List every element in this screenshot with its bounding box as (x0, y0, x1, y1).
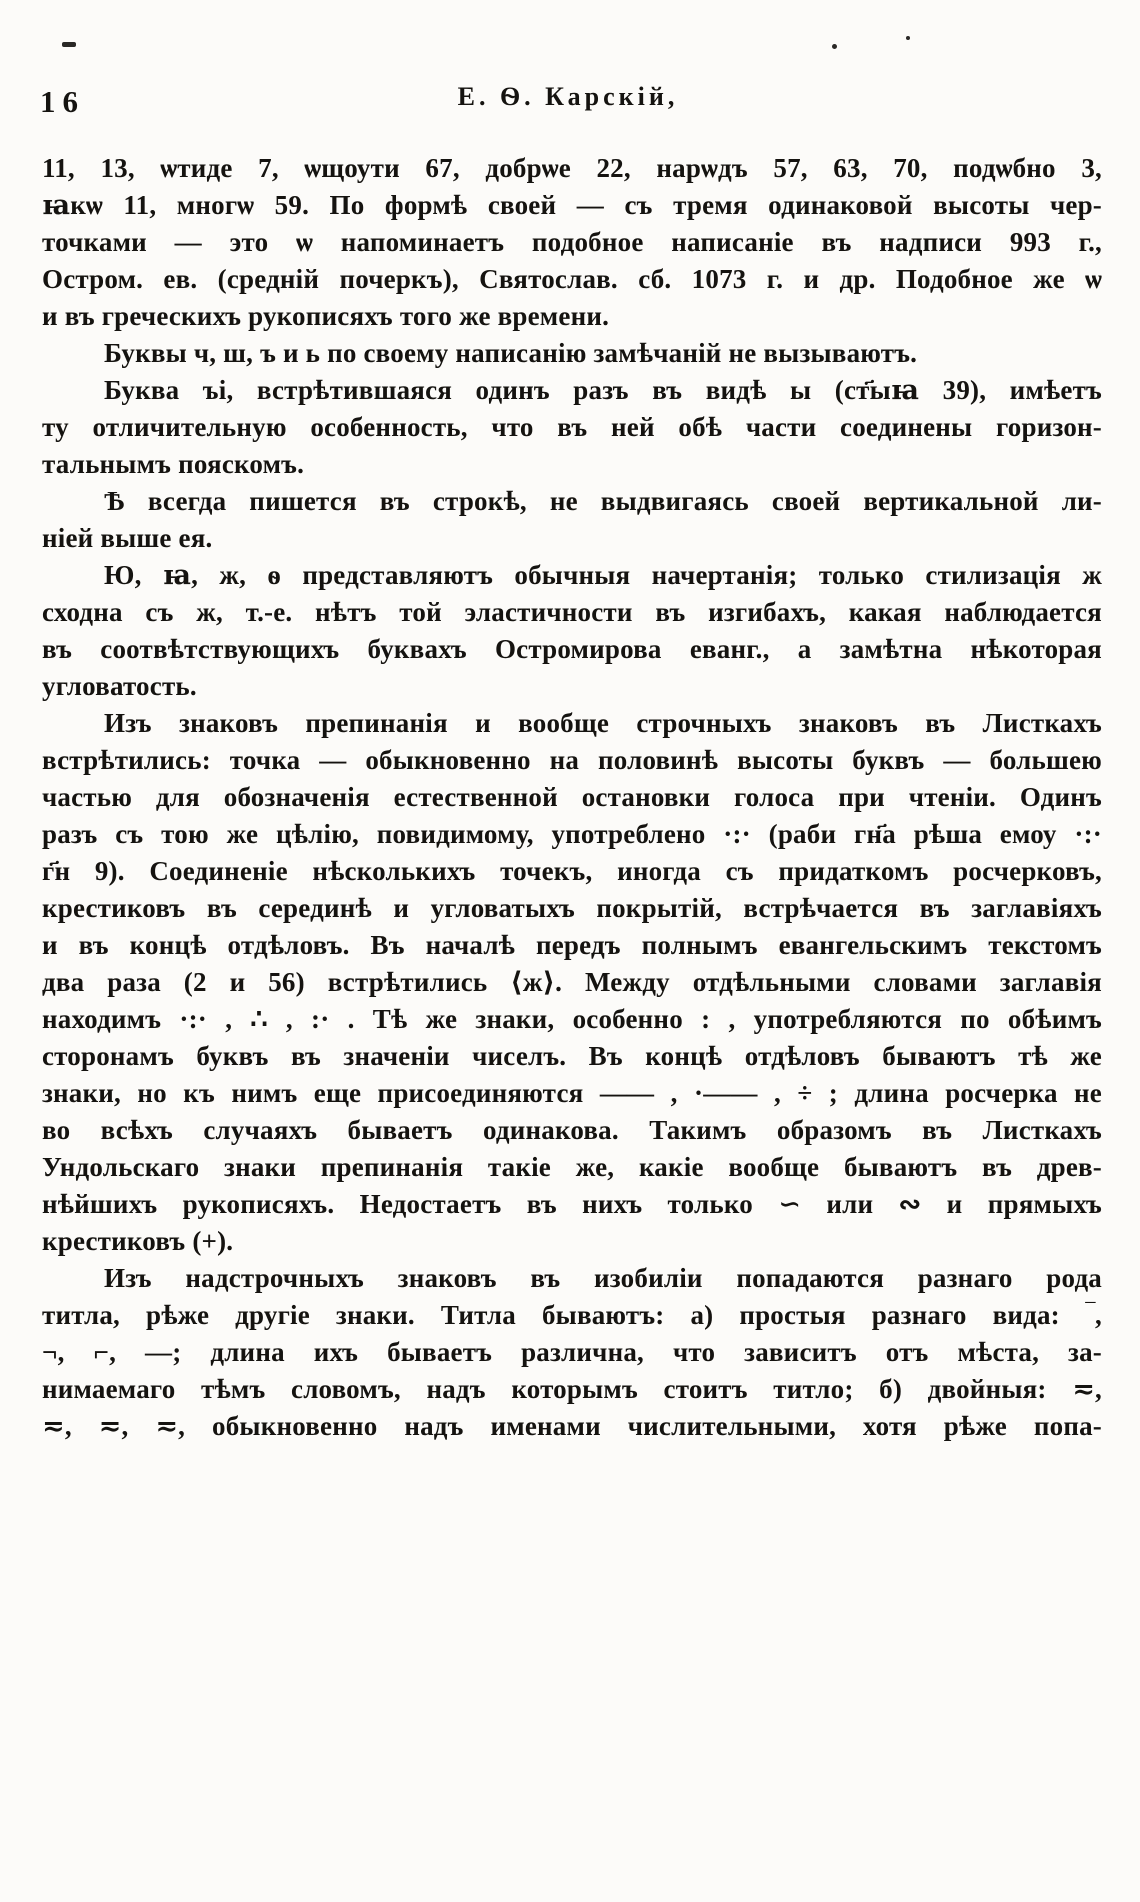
running-header: Е. Ѳ. Карскій, (457, 82, 679, 111)
text-line: во всѣхъ случаяхъ бываетъ одинакова. Такимъ образомъ въ Листкахъ (42, 1115, 1102, 1145)
text-line: Изъ надстрочныхъ знаковъ въ изобиліи попадаются разнаго рода (104, 1263, 1102, 1293)
text-line: два раза (2 и 56) встрѣтились ⟨ж⟩. Между отдѣльными словами заглавія (42, 967, 1102, 997)
text-line: ¬, ⌐, —; длина ихъ бываетъ различна, что зависитъ отъ мѣста, за- (42, 1337, 1102, 1367)
text-line: ніей выше ея. (42, 523, 213, 553)
scan-artifact (62, 42, 76, 47)
text-line: титла, рѣже другіе знаки. Титла бываютъ: а) простыя разнаго вида: ‾, (42, 1300, 1102, 1330)
text-line: Буква ъі, встрѣтившаяся одинъ разъ въ видѣ ы (ст҃ыꙗ 39), имѣетъ (104, 375, 1102, 405)
text-line: въ соотвѣтствующихъ буквахъ Остромирова еванг., а замѣтна нѣкоторая (42, 634, 1102, 664)
page-header (40, 82, 1096, 122)
text-line: крестиковъ (+). (42, 1226, 234, 1256)
text-line: Остром. ев. (средній почеркъ), Святослав. сб. 1073 г. и др. Подобное же ѡ (42, 264, 1102, 294)
text-line: нѣйшихъ рукописяхъ. Недостаетъ въ нихъ только ∽ или ∾ и прямыхъ (42, 1189, 1102, 1219)
text-line: сходна съ ж, т.-е. нѣтъ той эластичности въ изгибахъ, какая наблюдается (42, 597, 1102, 627)
text-line: разъ съ тою же цѣлію, повидимому, употреблено ·:· (раби гн҃а рѣша емоу ·:· (42, 819, 1102, 849)
text-line: находимъ ·:· , ∴ , :· . Тѣ же знаки, особенно : , употребляются по обѣимъ (42, 1004, 1102, 1034)
page-body (42, 150, 1102, 1445)
text-line: сторонамъ буквъ въ значеніи чиселъ. Въ концѣ отдѣловъ бываютъ тѣ же (42, 1041, 1102, 1071)
text-line: Изъ знаковъ препинанія и вообще строчныхъ знаковъ въ Листкахъ (104, 708, 1102, 738)
text-line: и въ греческихъ рукописяхъ того же времени. (42, 301, 610, 331)
text-line: крестиковъ въ серединѣ и угловатыхъ покрытій, встрѣчается въ заглавіяхъ (42, 893, 1102, 923)
text-line: ꙗкѡ 11, многѡ 59. По формѣ своей — съ тремя одинаковой высоты чер- (42, 190, 1102, 220)
text-line: Ѣ всегда пишется въ строкѣ, не выдвигаясь своей вертикальной ли- (104, 486, 1102, 516)
scan-artifact (906, 36, 910, 40)
text-line: 11, 13, ѡтиде 7, ѡщоути 67, добрѡе 22, нарѡдъ 57, 63, 70, подѡбно 3, (42, 153, 1102, 183)
text-line: Ю, ꙗ, ж, ѳ представляютъ обычныя начертанія; только стилизація ж (104, 560, 1102, 590)
text-line: знаки, но къ нимъ еще присоединяются —— , ·—— , ÷ ; длина росчерка не (42, 1078, 1102, 1108)
page-number: 16 (40, 84, 85, 119)
text-line: точками — это ѡ напоминаетъ подобное написаніе въ надписи 993 г., (42, 227, 1102, 257)
text-line: ту отличительную особенность, что въ ней обѣ части соединены горизон- (42, 412, 1102, 442)
text-line: и въ концѣ отдѣловъ. Въ началѣ передъ полнымъ евангельскимъ текстомъ (42, 930, 1102, 960)
text-line: встрѣтились: точка — обыкновенно на половинѣ высоты буквъ — большею (42, 745, 1102, 775)
text-line: ≂, ≂, ≂, обыкновенно надъ именами числительными, хотя рѣже попа- (42, 1411, 1102, 1441)
text-line: г҃н 9). Соединеніе нѣсколькихъ точекъ, иногда съ придаткомъ росчерковъ, (42, 856, 1102, 886)
text-line: угловатость. (42, 671, 197, 701)
scan-artifact (832, 44, 837, 49)
text-line: тальнымъ пояскомъ. (42, 449, 305, 479)
text-line: Буквы ч, ш, ъ и ь по своему написанію замѣчаній не вызываютъ. (104, 338, 918, 368)
text-line: Ундольскаго знаки препинанія такіе же, какіе вообще бываютъ въ древ- (42, 1152, 1102, 1182)
text-line: нимаемаго тѣмъ словомъ, надъ которымъ стоитъ титло; б) двойныя: ≂, (42, 1374, 1102, 1404)
text-line: частью для обозначенія естественной остановки голоса при чтеніи. Одинъ (42, 782, 1102, 812)
